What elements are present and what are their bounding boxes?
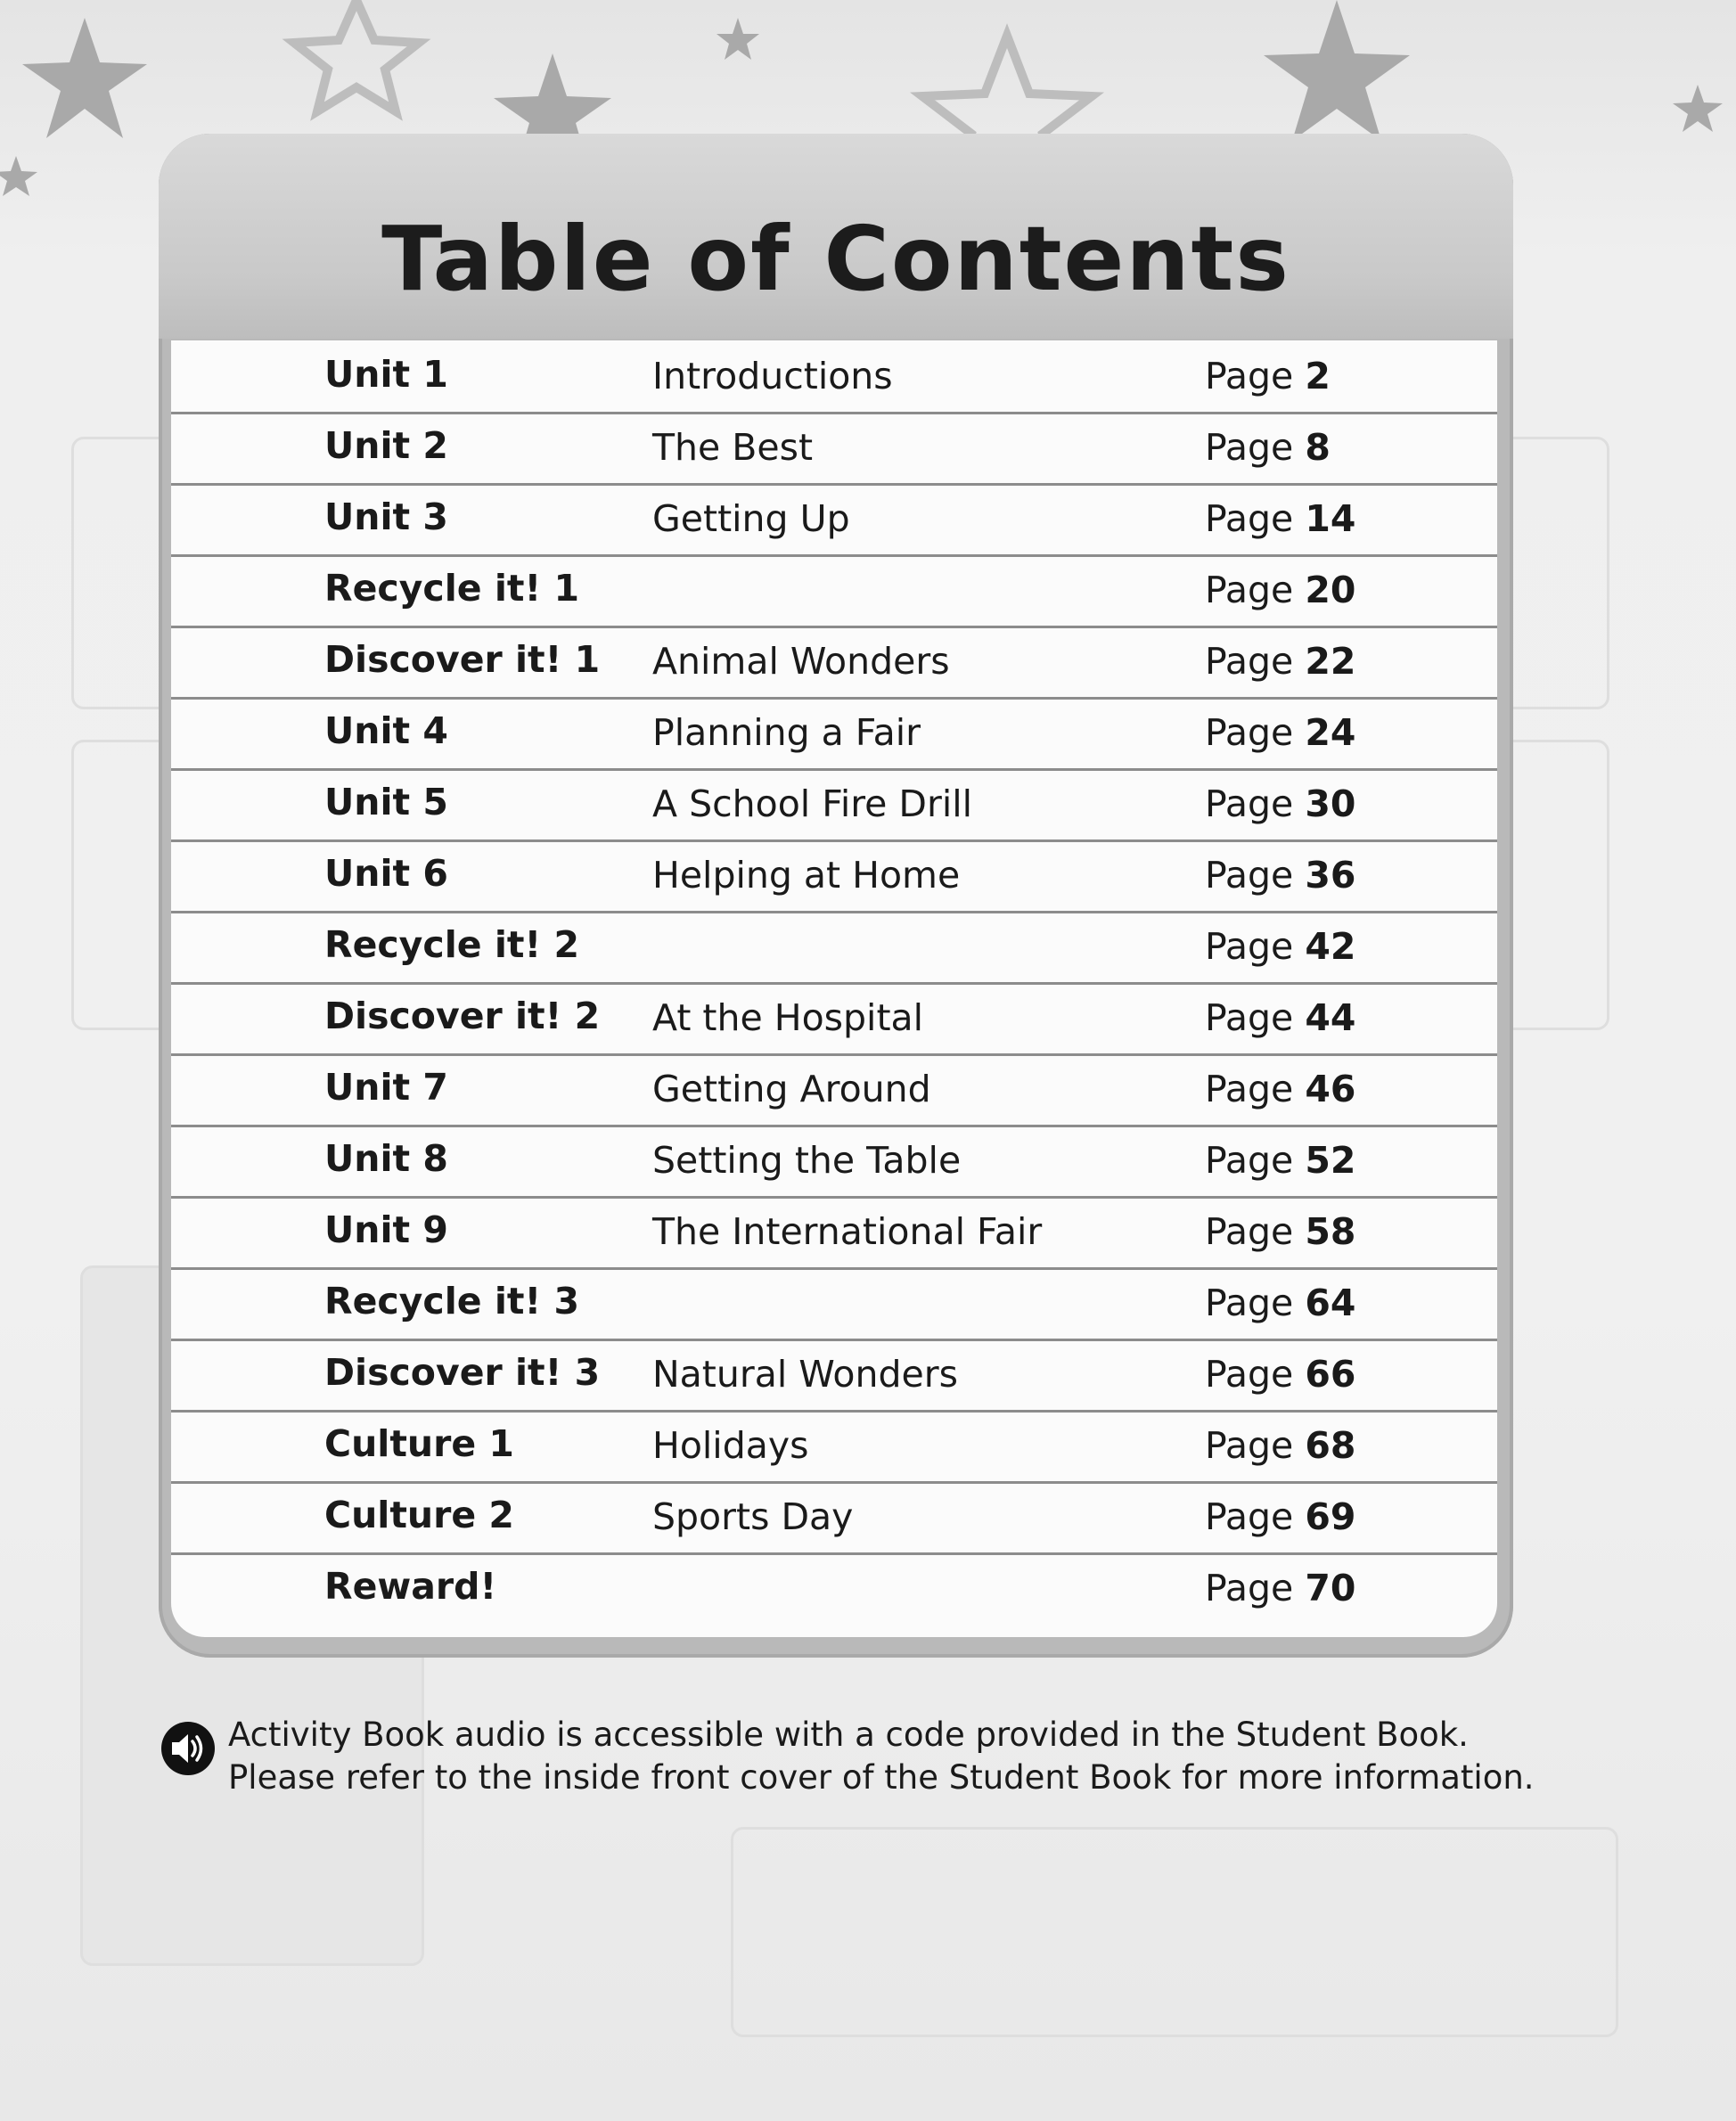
table-row — [171, 1339, 1497, 1413]
unit-label: Recycle it! 3 — [324, 1280, 579, 1323]
table-of-contents-panel — [159, 134, 1513, 1658]
page-number: 52 — [1305, 1139, 1356, 1182]
page-number: 2 — [1305, 355, 1331, 397]
page-title: Table of Contents — [381, 207, 1290, 311]
toc-header — [159, 134, 1513, 339]
page-number: 8 — [1305, 426, 1331, 469]
unit-topic: Holidays — [652, 1424, 809, 1467]
unit-label: Recycle it! 2 — [324, 923, 579, 966]
page-number: 24 — [1305, 711, 1356, 754]
page-label: Page — [1205, 569, 1294, 611]
table-row — [171, 697, 1497, 771]
table-row — [171, 1125, 1497, 1199]
unit-label: Unit 8 — [324, 1137, 448, 1180]
page-number: 44 — [1305, 996, 1356, 1039]
page-label: Page — [1205, 996, 1294, 1039]
unit-label: Culture 1 — [324, 1422, 514, 1465]
page-reference — [1205, 1210, 1355, 1253]
audio-note-line-1: Activity Book audio is accessible with a code provided in the Student Book. — [228, 1716, 1469, 1754]
table-row — [171, 1481, 1497, 1555]
table-row — [171, 1053, 1497, 1127]
page-label: Page — [1205, 355, 1294, 397]
unit-label: Discover it! 2 — [324, 995, 601, 1037]
unit-label: Unit 9 — [324, 1208, 448, 1251]
star-icon — [0, 156, 37, 196]
page-number: 30 — [1305, 782, 1356, 825]
page-reference — [1205, 1282, 1355, 1324]
table-row — [171, 554, 1497, 628]
page-reference — [1205, 426, 1331, 469]
unit-label: Unit 7 — [324, 1066, 448, 1109]
audio-note-line-2: Please refer to the inside front cover of the Student Book for more information. — [228, 1758, 1535, 1797]
unit-topic: Setting the Table — [652, 1139, 962, 1182]
unit-topic: Getting Around — [652, 1068, 931, 1110]
page-number: 58 — [1305, 1210, 1356, 1253]
table-row — [171, 911, 1497, 985]
page-reference — [1205, 569, 1355, 611]
unit-label: Discover it! 1 — [324, 638, 601, 681]
page-reference — [1205, 925, 1355, 968]
unit-topic: Sports Day — [652, 1495, 854, 1538]
page-label: Page — [1205, 426, 1294, 469]
page-reference — [1205, 1139, 1355, 1182]
star-icon — [1264, 0, 1410, 141]
page-label: Page — [1205, 1353, 1294, 1396]
page-label: Page — [1205, 1139, 1294, 1182]
unit-topic: Helping at Home — [652, 854, 961, 897]
table-row — [171, 768, 1497, 842]
page-number: 70 — [1305, 1567, 1356, 1609]
unit-label: Reward! — [324, 1565, 497, 1608]
page-label: Page — [1205, 1210, 1294, 1253]
page-reference — [1205, 355, 1331, 397]
unit-label: Unit 2 — [324, 424, 448, 467]
page-reference — [1205, 1495, 1355, 1538]
unit-label: Recycle it! 1 — [324, 567, 579, 610]
table-row — [171, 839, 1497, 913]
page-label: Page — [1205, 1424, 1294, 1467]
table-row — [171, 626, 1497, 700]
star-icon — [1673, 85, 1723, 132]
page-reference — [1205, 782, 1355, 825]
page-number: 20 — [1305, 569, 1356, 611]
page-number: 22 — [1305, 640, 1356, 683]
page-label: Page — [1205, 497, 1294, 540]
star-outline-icon — [294, 0, 419, 111]
unit-label: Discover it! 3 — [324, 1351, 601, 1394]
page-number: 69 — [1305, 1495, 1356, 1538]
unit-topic: Introductions — [652, 355, 893, 397]
unit-topic: Natural Wonders — [652, 1353, 958, 1396]
page-number: 64 — [1305, 1282, 1356, 1324]
unit-topic: The International Fair — [652, 1210, 1043, 1253]
page-reference — [1205, 1567, 1355, 1609]
toc-table — [171, 340, 1497, 1637]
unit-topic: Getting Up — [652, 497, 850, 540]
table-row — [171, 982, 1497, 1056]
star-icon — [22, 18, 147, 138]
unit-label: Unit 6 — [324, 852, 448, 895]
page-reference — [1205, 996, 1355, 1039]
speaker-icon — [160, 1721, 216, 1776]
table-row — [171, 1267, 1497, 1341]
page-number: 14 — [1305, 497, 1356, 540]
page-reference — [1205, 640, 1355, 683]
page-reference — [1205, 1068, 1355, 1110]
table-row — [171, 1552, 1497, 1624]
page-reference — [1205, 854, 1355, 897]
table-row — [171, 412, 1497, 486]
table-row — [171, 1196, 1497, 1270]
page-label: Page — [1205, 854, 1294, 897]
page-label: Page — [1205, 1282, 1294, 1324]
star-icon — [717, 18, 759, 60]
page-reference — [1205, 497, 1355, 540]
page-number: 42 — [1305, 925, 1356, 968]
page-label: Page — [1205, 711, 1294, 754]
page-reference — [1205, 1353, 1355, 1396]
unit-topic: A School Fire Drill — [652, 782, 973, 825]
page-number: 68 — [1305, 1424, 1356, 1467]
unit-label: Unit 5 — [324, 781, 448, 823]
page-label: Page — [1205, 1567, 1294, 1609]
unit-topic: The Best — [652, 426, 814, 469]
page-label: Page — [1205, 640, 1294, 683]
page-number: 66 — [1305, 1353, 1356, 1396]
page-label: Page — [1205, 1495, 1294, 1538]
table-row — [171, 340, 1497, 414]
unit-topic: At the Hospital — [652, 996, 924, 1039]
unit-label: Culture 2 — [324, 1494, 514, 1536]
page-reference — [1205, 1424, 1355, 1467]
page-label: Page — [1205, 925, 1294, 968]
page-number: 36 — [1305, 854, 1356, 897]
table-row — [171, 483, 1497, 557]
unit-label: Unit 3 — [324, 495, 448, 538]
unit-label: Unit 4 — [324, 709, 448, 752]
page-label: Page — [1205, 782, 1294, 825]
table-row — [171, 1410, 1497, 1484]
unit-topic: Animal Wonders — [652, 640, 950, 683]
unit-label: Unit 1 — [324, 353, 448, 396]
unit-topic: Planning a Fair — [652, 711, 921, 754]
page-label: Page — [1205, 1068, 1294, 1110]
show-through-box — [731, 1827, 1618, 2037]
page-reference — [1205, 711, 1355, 754]
page-number: 46 — [1305, 1068, 1356, 1110]
